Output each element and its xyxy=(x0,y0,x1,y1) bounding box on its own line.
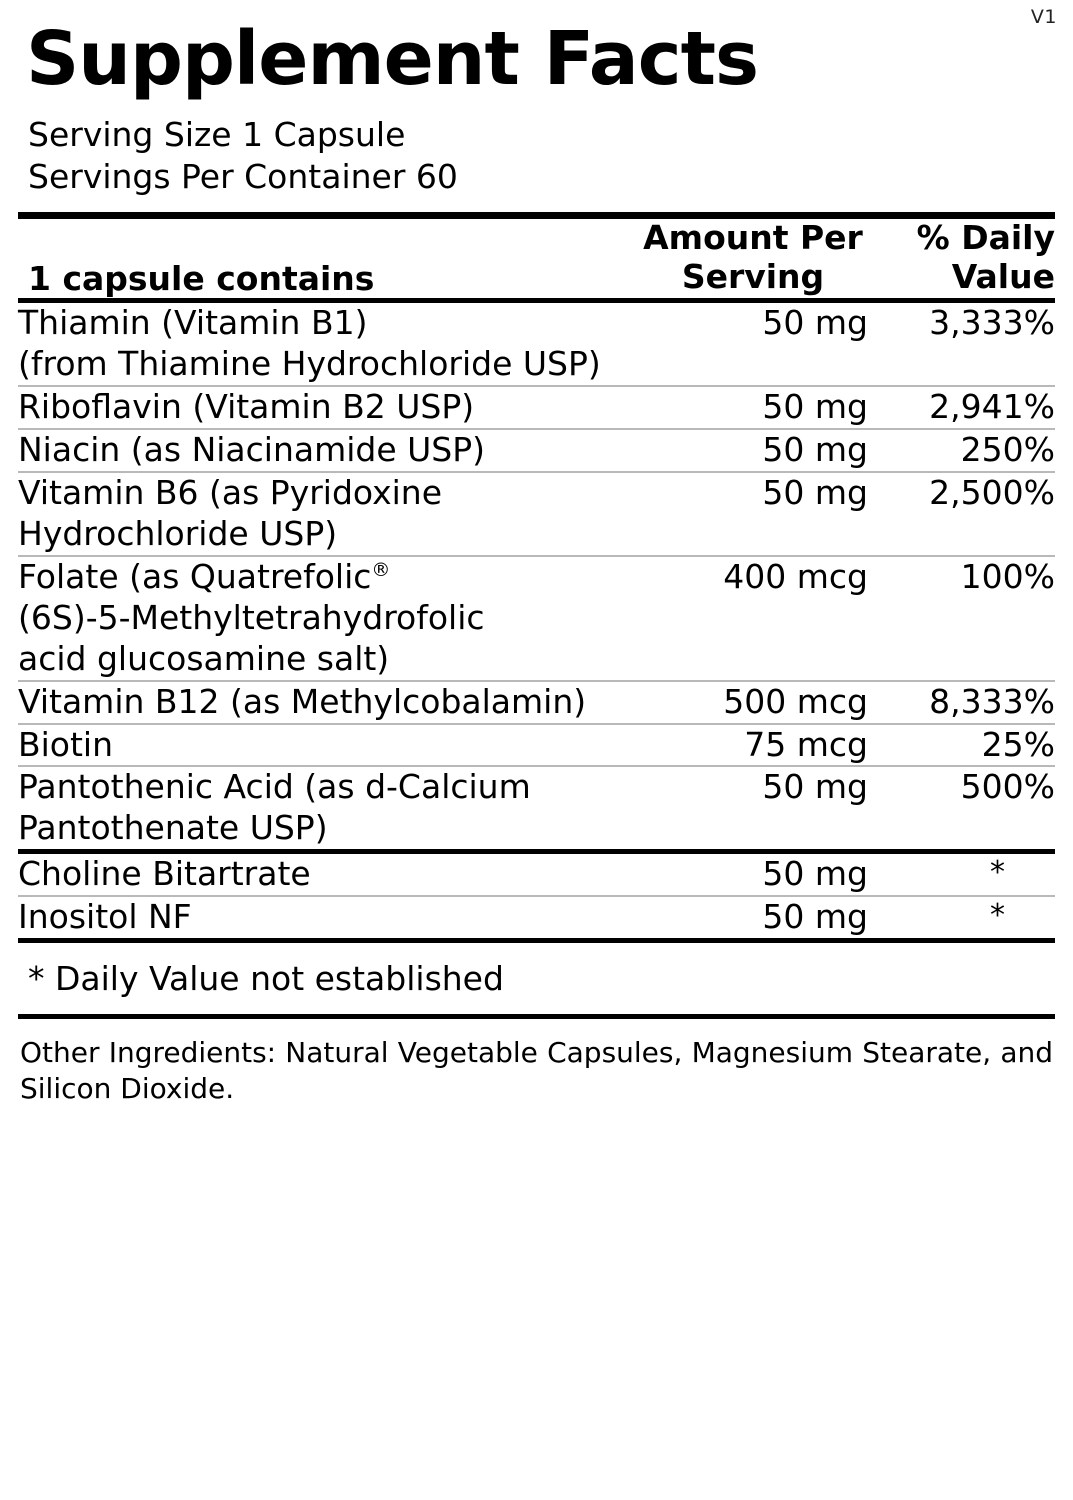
nutrient-name-line1: Vitamin B12 (as Methylcobalamin) xyxy=(18,681,587,721)
table-row xyxy=(18,387,1055,428)
nutrient-name-text: Folate (as Quatrefolic xyxy=(18,556,372,596)
header-contains: 1 capsule contains xyxy=(28,259,375,299)
nutrient-name xyxy=(18,897,638,938)
serving-info xyxy=(18,114,1055,198)
nutrient-name-line1: Pantothenic Acid (as d-Calcium xyxy=(18,767,531,807)
header-dv-line1: % Daily xyxy=(916,218,1055,258)
daily-value-footnote: * Daily Value not established xyxy=(28,959,504,999)
nutrient-name xyxy=(18,725,638,766)
table-header-row xyxy=(18,219,1055,298)
table-row xyxy=(18,897,1055,938)
nutrient-daily-value: * xyxy=(990,855,1005,891)
header-dv-line2: Value xyxy=(951,256,1055,296)
table-row xyxy=(18,430,1055,471)
nutrient-daily-value: 250% xyxy=(960,430,1055,470)
table-row xyxy=(18,854,1055,895)
nutrient-name xyxy=(18,682,638,723)
nutrient-daily-value: 3,333% xyxy=(929,303,1055,343)
nutrient-name-line2: (from Thiamine Hydrochloride USP) xyxy=(18,344,601,384)
version-mark: V1 xyxy=(1030,6,1057,28)
nutrient-amount: 50 mg xyxy=(762,854,868,894)
serving-size: Serving Size 1 Capsule xyxy=(28,115,406,154)
nutrient-name xyxy=(18,430,638,471)
nutrient-amount: 50 mg xyxy=(762,387,868,427)
table-row xyxy=(18,682,1055,723)
nutrient-name-line1: Thiamin (Vitamin B1) xyxy=(18,303,368,343)
nutrition-table xyxy=(18,219,1055,943)
nutrient-amount: 400 mcg xyxy=(723,556,868,596)
header-daily-value xyxy=(868,219,1055,298)
table-row xyxy=(18,303,1055,385)
nutrient-daily-value: 500% xyxy=(960,767,1055,807)
nutrient-name xyxy=(18,767,638,849)
nutrient-daily-value: 2,500% xyxy=(929,473,1055,513)
header-amount-line1: Amount Per xyxy=(643,218,863,258)
nutrient-daily-value: 2,941% xyxy=(929,387,1055,427)
nutrient-daily-value: 8,333% xyxy=(929,681,1055,721)
header-amount-line2: Serving xyxy=(681,256,825,296)
registered-mark: ® xyxy=(371,558,391,581)
nutrient-amount: 50 mg xyxy=(762,897,868,937)
nutrient-name xyxy=(18,387,638,428)
nutrient-name-line1: Vitamin B6 (as Pyridoxine xyxy=(18,473,443,513)
nutrient-name xyxy=(18,854,638,895)
nutrient-daily-value: 100% xyxy=(960,556,1055,596)
nutrient-amount: 75 mcg xyxy=(744,724,868,764)
table-row xyxy=(18,557,1055,680)
nutrient-name-line3: acid glucosamine salt) xyxy=(18,638,390,678)
header-amount-per-serving xyxy=(638,219,868,298)
nutrient-amount: 50 mg xyxy=(762,303,868,343)
nutrient-name-line1: Inositol NF xyxy=(18,897,192,937)
table-row xyxy=(18,473,1055,555)
divider-top-thick xyxy=(18,212,1055,219)
nutrient-daily-value: * xyxy=(990,898,1005,934)
nutrient-name-line2: (6S)-5-Methyltetrahydrofolic xyxy=(18,597,485,637)
nutrient-amount: 50 mg xyxy=(762,430,868,470)
nutrient-name xyxy=(18,303,638,385)
nutrient-name xyxy=(18,557,638,680)
other-ingredients: Other Ingredients: Natural Vegetable Capsules, Magnesium Stearate, and Silicon Dioxide. xyxy=(20,1036,1053,1106)
nutrient-daily-value: 25% xyxy=(981,724,1055,764)
nutrient-name-line1: Riboflavin (Vitamin B2 USP) xyxy=(18,387,475,427)
nutrient-name-line1: Choline Bitartrate xyxy=(18,854,311,894)
nutrient-name-line1: Biotin xyxy=(18,724,114,764)
table-row xyxy=(18,725,1055,766)
nutrient-amount: 500 mcg xyxy=(723,681,868,721)
nutrient-name-line2: Pantothenate USP) xyxy=(18,808,328,848)
nutrient-amount: 50 mg xyxy=(762,767,868,807)
nutrient-amount: 50 mg xyxy=(762,473,868,513)
header-contains-cell xyxy=(18,219,638,298)
nutrient-name-line1: Niacin (as Niacinamide USP) xyxy=(18,430,486,470)
nutrient-name xyxy=(18,473,638,555)
table-row xyxy=(18,767,1055,849)
servings-per-container: Servings Per Container 60 xyxy=(28,157,458,197)
nutrient-name-line2: Hydrochloride USP) xyxy=(18,514,338,553)
nutrient-name-line1 xyxy=(18,557,638,598)
page-title: Supplement Facts xyxy=(26,16,759,102)
